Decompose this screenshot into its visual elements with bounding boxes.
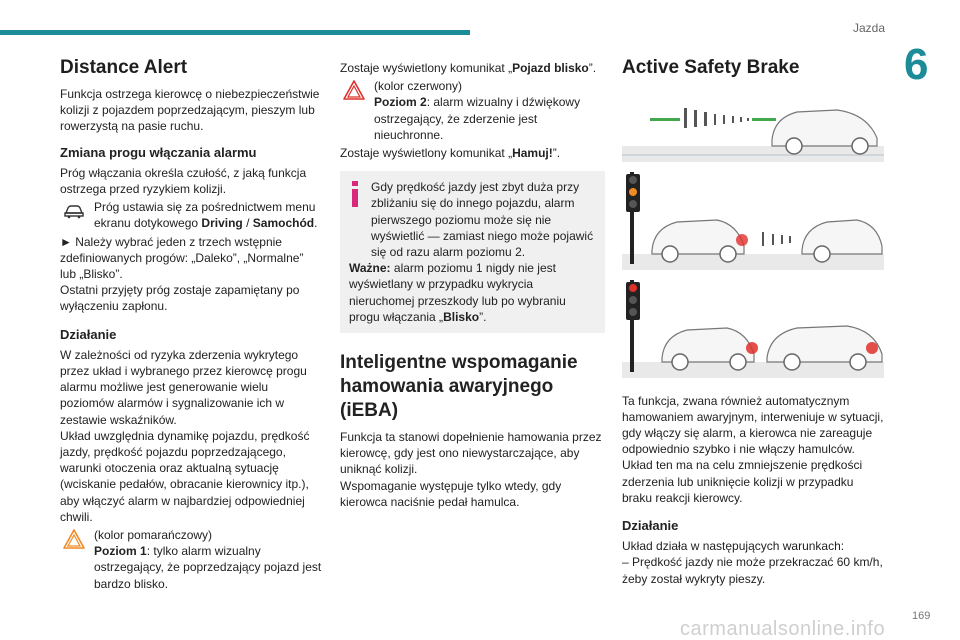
column-active-safety-brake [622,56,884,587]
warning-triangle-red-icon [340,78,368,102]
info-note-end: ”. [479,309,487,324]
level1-alert [60,527,322,592]
illustration-approach [622,88,884,162]
msg1-suffix: ”. [588,61,597,75]
level2-alert [340,78,605,143]
asb-condition-1: – Prędkość jazdy nie może przekraczać 60 km/h, żeby został wykryty pieszy. [622,555,883,586]
msg2-suffix: ”. [552,146,561,161]
illustration-orange-alert [622,170,884,270]
info-text: Gdy prędkość jazdy jest zbyt duża przy zbliżaniu się do innego pojazdu, alarm pierwszego poziomu może się nie wyświetlić — zamiast niego może pojawić się od razu alarm poziomu 2. [371,180,594,260]
asb-description-2: Układ ten ma na celu zmniejszenie prędkości zderzenia lub uniknięcie kolizji w przypadku braku reakcji kierowcy. [622,458,863,505]
chapter-number: 6 [904,40,929,89]
red-label: (kolor czerwony) [374,79,463,94]
menu-instruction-text [94,199,322,231]
watermark: carmanualsonline.info [680,618,886,640]
info-note [349,260,596,325]
info-icon [352,181,357,207]
menu-instruction [60,199,322,231]
asb-operation-heading: Działanie [622,518,679,534]
choose-threshold-text: ► Należy wybrać jeden z trzech wstępnie zdefiniowanych progów: „Daleko”, „Normalne” lub „Blisko”. [60,234,304,282]
asb-conditions-intro: Układ działa w następujących warunkach: [622,539,845,554]
menu-samochod: Samochód [252,216,315,231]
threshold-heading: Zmiana progu włączania alarmu [60,144,257,160]
menu-driving: Driving [201,216,243,231]
header-accent-bar [0,30,470,35]
ieba-text: Funkcja ta stanowi dopełnienie hamowania przez kierowcę, gdy jest ono niewystarczające, aby uniknąć kolizji. [340,430,602,477]
section-title: Jazda [852,21,885,35]
column-alerts-ieba [340,60,605,510]
level2-label: Poziom 2 [374,95,427,110]
msg2-prefix: Zostaje wyświetlony komunikat „ [340,146,513,161]
saved-threshold-text: Ostatni przyjęty próg zostaje zapamiętany po wyłączeniu zapłonu. [60,283,300,314]
column-distance-alert [60,56,322,594]
level1-label: Poziom 1 [94,544,147,559]
orange-label: (kolor pomarańczowy) [94,528,213,543]
illustration-red-alert [622,278,884,378]
car-settings-icon [60,199,88,223]
info-note-close: Blisko [443,309,480,324]
menu-text: Próg ustawia się za pośrednictwem menu ekranu dotykowego [94,200,316,231]
operation-text: W zależności od ryzyka zderzenia wykrytego przez układ i wybranego przez kierowcę progu alarmu możliwe jest generowanie wielu poziomów alarmów i sygnalizowanie ich w zestawie wskaźników. [60,347,307,427]
asb-title: Active Safety Brake [622,57,800,78]
threshold-text: Próg włączania określa czułość, z jaką funkcja ostrzega przed ryzykiem kolizji. [60,165,307,197]
page-number: 169 [912,610,931,622]
ieba-text-2: Wspomaganie występuje tylko wtedy, gdy kierowca naciśnie pedał hamulca. [340,478,562,509]
msg2-bold: Hamuj! [512,146,553,161]
message-vehicle-close [340,60,605,76]
operation-heading: Działanie [60,326,117,342]
ieba-title: Inteligentne wspomaganie hamowania awaryjnego (iEBA) [340,352,578,422]
info-note-text: alarm poziomu 1 nigdy nie jest wyświetlany w przypadku wykrycia nieruchomej przeszkody lub po wybraniu progu włączania „ [349,261,566,324]
level2-text: : alarm wizualny i dźwiękowy ostrzegający, że zderzenie jest nieuchronne. [374,95,581,142]
info-note-label: Ważne: [349,261,391,276]
msg1-prefix: Zostaje wyświetlony komunikat „ [340,61,513,75]
msg1-bold: Pojazd blisko [512,61,589,75]
info-note-box [340,171,605,333]
distance-alert-intro: Funkcja ostrzega kierowcę o niebezpieczeństwie kolizji z pojazdem poprzedzającym, pieszym lub rowerzystą na pasie ruchu. [60,87,320,134]
dynamics-text: Układ uwzględnia dynamikę pojazdu, prędkość jazdy, prędkość pojazdu poprzedzającego, warunki otoczenia oraz aktualną sytuację (wciskanie pedałów, obracanie kierownicy itp.), aby włączyć alarm w najbardziej odpowiedniej chwili. [60,428,310,524]
warning-triangle-orange-icon [60,527,88,551]
message-brake [340,145,605,161]
menu-end: . [314,216,318,231]
level1-text: : tylko alarm wizualny ostrzegający, że poprzedzający pojazd jest bardzo blisko. [94,544,322,591]
menu-separator: / [242,216,253,231]
asb-description: Ta funkcja, zwana również automatycznym hamowaniem awaryjnym, interweniuje w sytuacji, gdy włączy się alarm, a kierowca nie zareaguje odpowiednio szybko i nie włączy hamulców. [622,393,884,457]
distance-alert-title: Distance Alert [60,57,188,78]
